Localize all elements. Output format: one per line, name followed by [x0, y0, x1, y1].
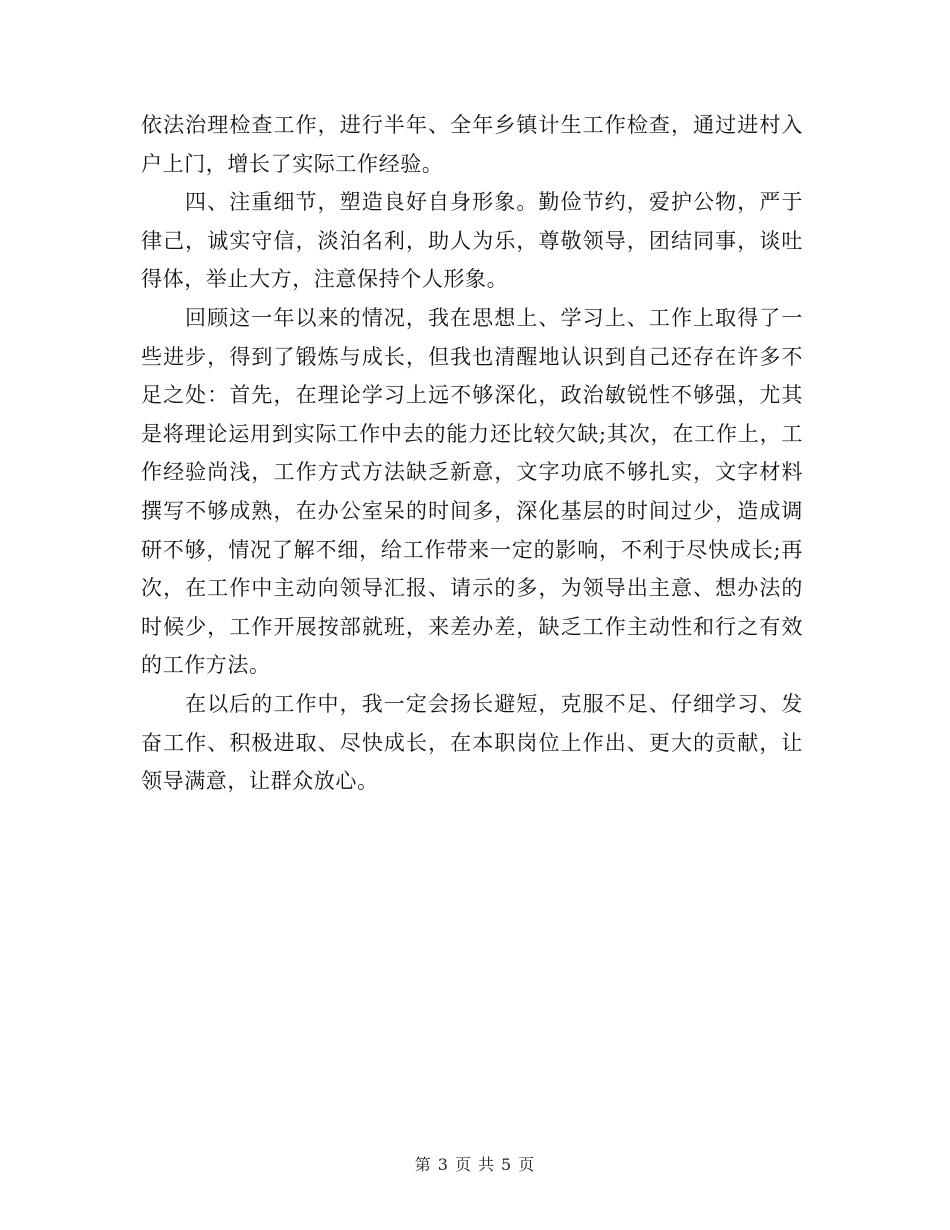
- paragraph-conclusion: 在以后的工作中，我一定会扬长避短，克服不足、仔细学习、发奋工作、积极进取、尽快成长，在本职岗位上作出、更大的贡献，让领导满意，让群众放心。: [141, 691, 803, 794]
- page-label-suffix: 页: [518, 1155, 536, 1174]
- page-label-mid: 页 共: [454, 1155, 496, 1174]
- paragraph-continuation: 依法治理检查工作，进行半年、全年乡镇计生工作检查，通过进村入户上门，增长了实际工作经验。: [141, 113, 803, 176]
- paragraph-review: 回顾这一年以来的情况，我在思想上、学习上、工作上取得了一些进步，得到了锻炼与成长，但我也清醒地认识到自己还存在许多不足之处：首先，在理论学习上远不够深化，政治敏锐性不够强，尤其是将理论运用到实际工作中去的能力还比较欠缺;其次，在工作上，工作经验尚浅，工作方式方法缺乏新意，文字功底不够扎实，文字材料撰写不够成熟，在办公室呆的时间多，深化基层的时间过少，造成调研不够，情况了解不细，给工作带来一定的影响，不利于尽快成长;再次，在工作中主动向领导汇报、请示的多，为领导出主意、想办法的时候少，工作开展按部就班，来差办差，缺乏工作主动性和行之有效的工作方法。: [141, 305, 803, 678]
- page-number-footer: [0, 1152, 950, 1175]
- page-label-prefix: 第: [414, 1155, 432, 1174]
- paragraph-section-four: 四、注重细节，塑造良好自身形象。勤俭节约，爱护公物，严于律己，诚实守信，淡泊名利，助人为乐，尊敬领导，团结同事，谈吐得体，举止大方，注意保持个人形象。: [141, 190, 803, 292]
- document-body: [141, 106, 803, 801]
- total-pages-number: 5: [501, 1155, 513, 1174]
- current-page-number: 3: [437, 1155, 449, 1174]
